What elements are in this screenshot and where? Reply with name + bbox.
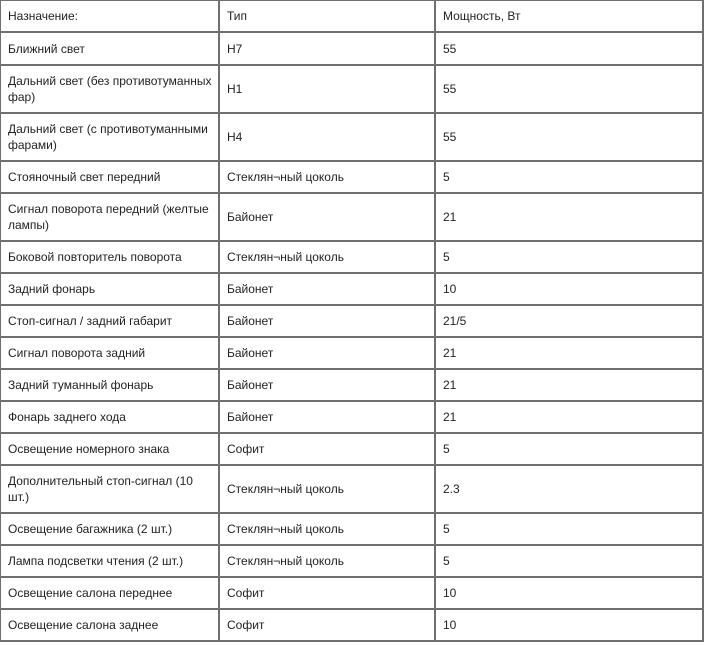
table-row [1,338,704,370]
cell-purpose: Освещение салона переднее [1,578,220,610]
cell-power: 21/5 [436,306,704,338]
cell-purpose: Стоп-сигнал / задний габарит [1,306,220,338]
cell-type: Стеклян¬ный цоколь [220,466,436,514]
cell-purpose: Освещение багажника (2 шт.) [1,514,220,546]
cell-power: 5 [436,514,704,546]
cell-type: Софит [220,434,436,466]
cell-type: Софит [220,578,436,610]
cell-power: 5 [436,242,704,274]
cell-purpose: Лампа подсветки чтения (2 шт.) [1,546,220,578]
cell-type: Байонет [220,402,436,434]
cell-type: Стеклян¬ный цоколь [220,242,436,274]
table-row [1,514,704,546]
table-row [1,466,704,514]
cell-power: 5 [436,434,704,466]
table-row [1,194,704,242]
cell-purpose: Освещение салона заднее [1,610,220,642]
cell-type: Стеклян¬ный цоколь [220,514,436,546]
table-row [1,242,704,274]
table-row [1,578,704,610]
cell-power: 21 [436,370,704,402]
table-row [1,162,704,194]
cell-type: Стеклян¬ный цоколь [220,546,436,578]
cell-type: Байонет [220,194,436,242]
table-row [1,546,704,578]
cell-power: 55 [436,66,704,114]
cell-power: 21 [436,402,704,434]
cell-type: Байонет [220,274,436,306]
header-power: Мощность, Вт [436,1,704,33]
cell-type: H7 [220,33,436,66]
table-row [1,33,704,66]
cell-power: 21 [436,338,704,370]
table-row [1,114,704,162]
header-purpose: Назначение: [1,1,220,33]
cell-type: Софит [220,610,436,642]
cell-type: H4 [220,114,436,162]
table-row [1,274,704,306]
cell-type: Байонет [220,306,436,338]
cell-power: 10 [436,274,704,306]
cell-purpose: Задний фонарь [1,274,220,306]
table-row [1,370,704,402]
cell-power: 10 [436,610,704,642]
header-type: Тип [220,1,436,33]
cell-type: Байонет [220,370,436,402]
cell-power: 55 [436,33,704,66]
cell-power: 55 [436,114,704,162]
cell-power: 10 [436,578,704,610]
table-row [1,66,704,114]
table-row [1,434,704,466]
cell-type: Байонет [220,338,436,370]
cell-purpose: Дальний свет (без противотуманных фар) [1,66,220,114]
cell-purpose: Дальний свет (с противотуманными фарами) [1,114,220,162]
cell-power: 21 [436,194,704,242]
cell-purpose: Фонарь заднего хода [1,402,220,434]
cell-power: 5 [436,162,704,194]
table-header-row [1,1,704,33]
table-row [1,402,704,434]
cell-purpose: Боковой повторитель поворота [1,242,220,274]
cell-type: Стеклян¬ный цоколь [220,162,436,194]
cell-purpose: Сигнал поворота передний (желтые лампы) [1,194,220,242]
cell-type: H1 [220,66,436,114]
cell-power: 2.3 [436,466,704,514]
cell-power: 5 [436,546,704,578]
cell-purpose: Сигнал поворота задний [1,338,220,370]
table-row [1,610,704,642]
cell-purpose: Задний туманный фонарь [1,370,220,402]
cell-purpose: Дополнительный стоп-сигнал (10 шт.) [1,466,220,514]
cell-purpose: Ближний свет [1,33,220,66]
table-row [1,306,704,338]
cell-purpose: Стояночный свет передний [1,162,220,194]
cell-purpose: Освещение номерного знака [1,434,220,466]
